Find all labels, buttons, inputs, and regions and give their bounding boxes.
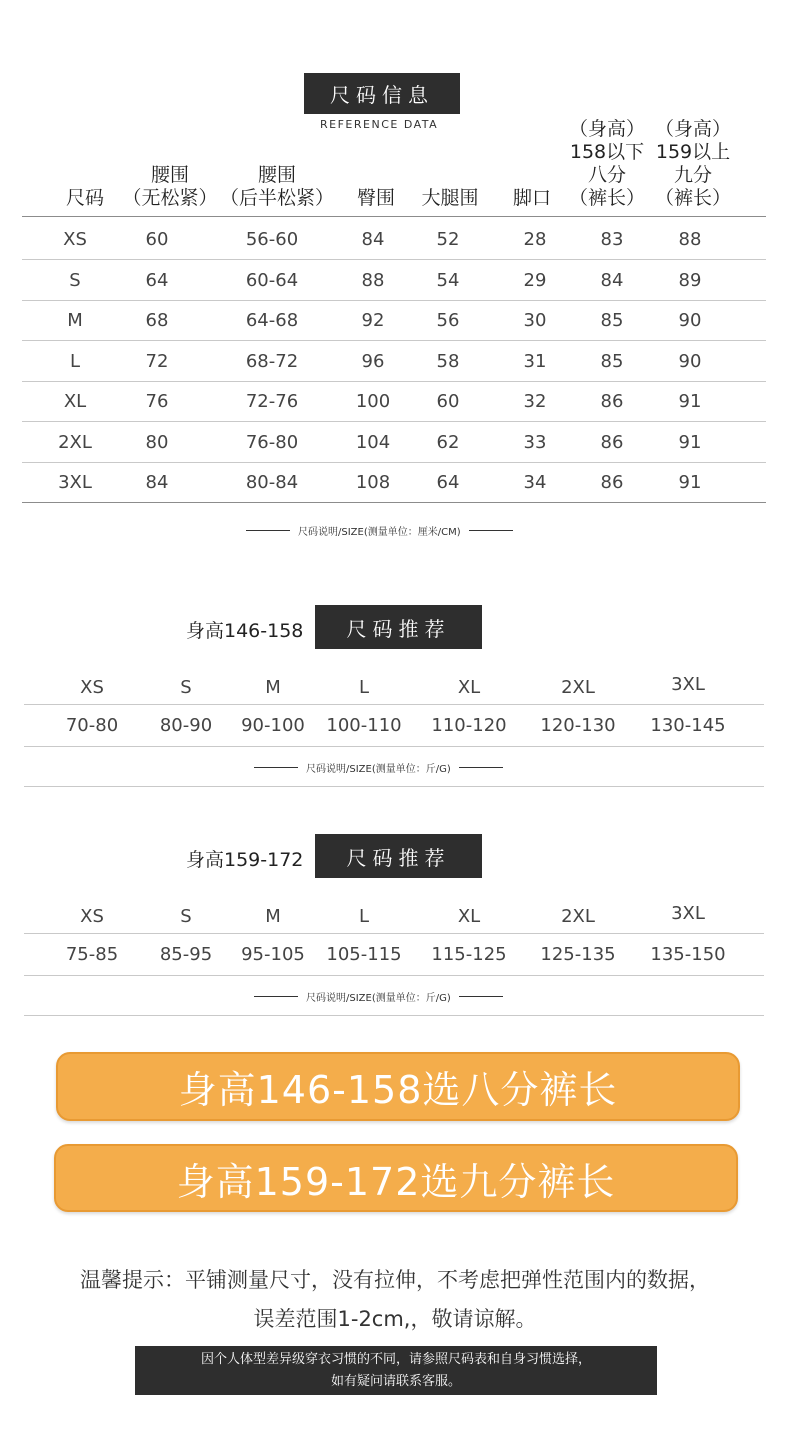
measure-value: 84 xyxy=(600,269,624,291)
size-label: XL xyxy=(63,391,87,412)
rec-weight: 80-90 xyxy=(159,715,213,736)
ref-section-subtitle: REFERENCE DATA xyxy=(320,118,439,131)
measure-value: 86 xyxy=(600,391,624,412)
rec-weight: 90-100 xyxy=(241,715,305,736)
rec-size: S xyxy=(180,677,192,698)
measure-value: 30 xyxy=(523,310,547,331)
header-line: 腰围 xyxy=(150,164,189,186)
measure-value: 68 xyxy=(145,310,169,331)
row-divider xyxy=(22,462,766,463)
size-label: M xyxy=(67,310,83,331)
row-divider xyxy=(22,421,766,422)
rec-weight: 125-135 xyxy=(540,944,616,965)
measure-value: 86 xyxy=(600,472,624,493)
measure-value: 91 xyxy=(678,472,702,493)
measure-value: 68-72 xyxy=(245,350,299,372)
row-divider xyxy=(22,502,766,503)
header-line: （身高） xyxy=(654,118,731,140)
measure-value: 60 xyxy=(436,391,460,412)
measure-value: 91 xyxy=(678,391,702,412)
measure-value: 56 xyxy=(436,310,460,331)
header-divider xyxy=(22,216,766,217)
measure-value: 54 xyxy=(436,269,460,291)
header-line: 尺码 xyxy=(65,187,104,209)
footer-line-1: 因个人体型差异级穿衣习惯的不同，请参照尺码表和自身习惯选择， xyxy=(200,1352,591,1367)
header-line: 脚口 xyxy=(512,187,551,209)
header-line: （无松紧） xyxy=(122,187,218,209)
rec-size: M xyxy=(265,906,281,927)
ref-unit-note xyxy=(238,523,521,538)
size-label: S xyxy=(69,269,81,291)
footer-line-2: 如有疑问请联系客服。 xyxy=(330,1374,461,1389)
rec2-divider-mid xyxy=(24,975,764,976)
measure-value: 34 xyxy=(523,472,547,493)
dash-left xyxy=(246,530,290,531)
rec-weight: 75-85 xyxy=(65,944,119,965)
measure-value: 84 xyxy=(361,229,385,250)
header-line: （裤长） xyxy=(654,187,731,209)
rec-weight: 115-125 xyxy=(431,944,507,965)
rec-weight: 105-115 xyxy=(326,944,402,965)
measure-value: 62 xyxy=(436,431,460,453)
size-label: L xyxy=(69,350,81,372)
size-label: XS xyxy=(63,229,87,250)
rec1-title: 尺码推荐 xyxy=(315,605,482,649)
tip-line-2: 误差范围1-2cm,，敬请谅解。 xyxy=(253,1307,537,1331)
rec-size: XS xyxy=(80,906,104,927)
measure-value: 29 xyxy=(523,269,547,291)
measure-value: 91 xyxy=(678,431,702,453)
dash-right xyxy=(459,767,503,768)
measure-value: 58 xyxy=(436,350,460,372)
rec2-divider-top xyxy=(24,933,764,934)
rec-weight: 70-80 xyxy=(65,715,119,736)
measure-value: 32 xyxy=(523,391,547,412)
row-divider xyxy=(22,340,766,341)
rec-weight: 100-110 xyxy=(326,715,402,736)
measure-value: 64 xyxy=(436,472,460,493)
rec1-height-label: 身高146-158 xyxy=(186,620,304,642)
rec1-divider-mid xyxy=(24,746,764,747)
measure-value: 80-84 xyxy=(245,472,299,493)
tip-line-1: 温馨提示：平铺测量尺寸，没有拉伸，不考虑把弹性范围内的数据， xyxy=(80,1268,710,1292)
rec-weight: 85-95 xyxy=(159,944,213,965)
rec2-title: 尺码推荐 xyxy=(315,834,482,878)
size-label: 3XL xyxy=(58,472,92,493)
measure-value: 86 xyxy=(600,431,624,453)
measure-value: 89 xyxy=(678,269,702,291)
rec-weight: 120-130 xyxy=(540,715,616,736)
measure-value: 88 xyxy=(678,229,702,250)
dash-left xyxy=(254,996,298,997)
header-line: 大腿围 xyxy=(421,187,479,209)
rec-size: M xyxy=(265,677,281,698)
rec-weight: 130-145 xyxy=(650,715,726,736)
rec-size: 3XL xyxy=(671,903,705,924)
header-line: 158以下 xyxy=(569,141,645,163)
measure-value: 33 xyxy=(523,431,547,453)
measure-value: 52 xyxy=(436,229,460,250)
measure-value: 92 xyxy=(361,310,385,331)
size-label: 2XL xyxy=(58,431,92,453)
unit-note-text: 尺码说明/SIZE(测量单位：厘米/CM) xyxy=(298,527,461,538)
measure-value: 64 xyxy=(145,269,169,291)
banner-nine-tenths-length: 身高159-172选九分裤长 xyxy=(54,1144,738,1212)
measure-value: 31 xyxy=(523,350,547,372)
measure-value: 104 xyxy=(355,431,391,453)
rec-size: 3XL xyxy=(671,674,705,695)
measure-value: 85 xyxy=(600,310,624,331)
measure-value: 108 xyxy=(355,472,391,493)
header-line: 九分 xyxy=(673,164,712,186)
header-line: （后半松紧） xyxy=(219,187,334,209)
footer-notice xyxy=(135,1346,657,1395)
row-divider xyxy=(22,381,766,382)
measure-value: 64-68 xyxy=(245,310,299,331)
measure-value: 84 xyxy=(145,472,169,493)
unit-note-text: 尺码说明/SIZE(测量单位：斤/G) xyxy=(306,993,451,1004)
measure-value: 90 xyxy=(678,350,702,372)
measure-value: 28 xyxy=(523,229,547,250)
rec-size: L xyxy=(358,906,370,927)
measure-value: 80 xyxy=(145,431,169,453)
unit-note-text: 尺码说明/SIZE(测量单位：斤/G) xyxy=(306,764,451,775)
measure-value: 96 xyxy=(361,350,385,372)
header-line: 八分 xyxy=(587,164,626,186)
row-divider xyxy=(22,300,766,301)
measure-value: 85 xyxy=(600,350,624,372)
header-cell xyxy=(628,118,758,210)
rec-size: S xyxy=(180,906,192,927)
header-line: 159以上 xyxy=(655,141,731,163)
header-line: （裤长） xyxy=(568,187,645,209)
dash-right xyxy=(469,530,513,531)
rec-size: XL xyxy=(457,677,481,698)
header-line: 臀围 xyxy=(356,187,395,209)
rec2-divider-bottom xyxy=(24,1015,764,1016)
rec1-unit-note xyxy=(246,760,511,775)
measure-value: 56-60 xyxy=(245,229,299,250)
rec-size: 2XL xyxy=(561,677,595,698)
row-divider xyxy=(22,259,766,260)
measure-value: 72-76 xyxy=(245,391,299,412)
rec1-divider-bottom xyxy=(24,786,764,787)
measure-value: 72 xyxy=(145,350,169,372)
rec-size: L xyxy=(358,677,370,698)
measure-value: 100 xyxy=(355,391,391,412)
banner-ankle-length: 身高146-158选八分裤长 xyxy=(56,1052,740,1121)
dash-left xyxy=(254,767,298,768)
measure-value: 60 xyxy=(145,229,169,250)
rec-weight: 95-105 xyxy=(241,944,305,965)
measure-value: 88 xyxy=(361,269,385,291)
header-line: 腰围 xyxy=(257,164,296,186)
measure-value: 76-80 xyxy=(245,431,299,453)
rec2-height-label: 身高159-172 xyxy=(186,849,304,871)
measure-value: 90 xyxy=(678,310,702,331)
header-line: （身高） xyxy=(568,118,645,140)
rec-size: 2XL xyxy=(561,906,595,927)
rec1-divider-top xyxy=(24,704,764,705)
rec-weight: 110-120 xyxy=(431,715,507,736)
measure-value: 76 xyxy=(145,391,169,412)
dash-right xyxy=(459,996,503,997)
rec-weight: 135-150 xyxy=(650,944,726,965)
rec-size: XL xyxy=(457,906,481,927)
measure-value: 83 xyxy=(600,229,624,250)
rec-size: XS xyxy=(80,677,104,698)
ref-section-title: 尺码信息 xyxy=(304,73,460,114)
rec2-unit-note xyxy=(246,989,511,1004)
measure-value: 60-64 xyxy=(245,269,299,291)
